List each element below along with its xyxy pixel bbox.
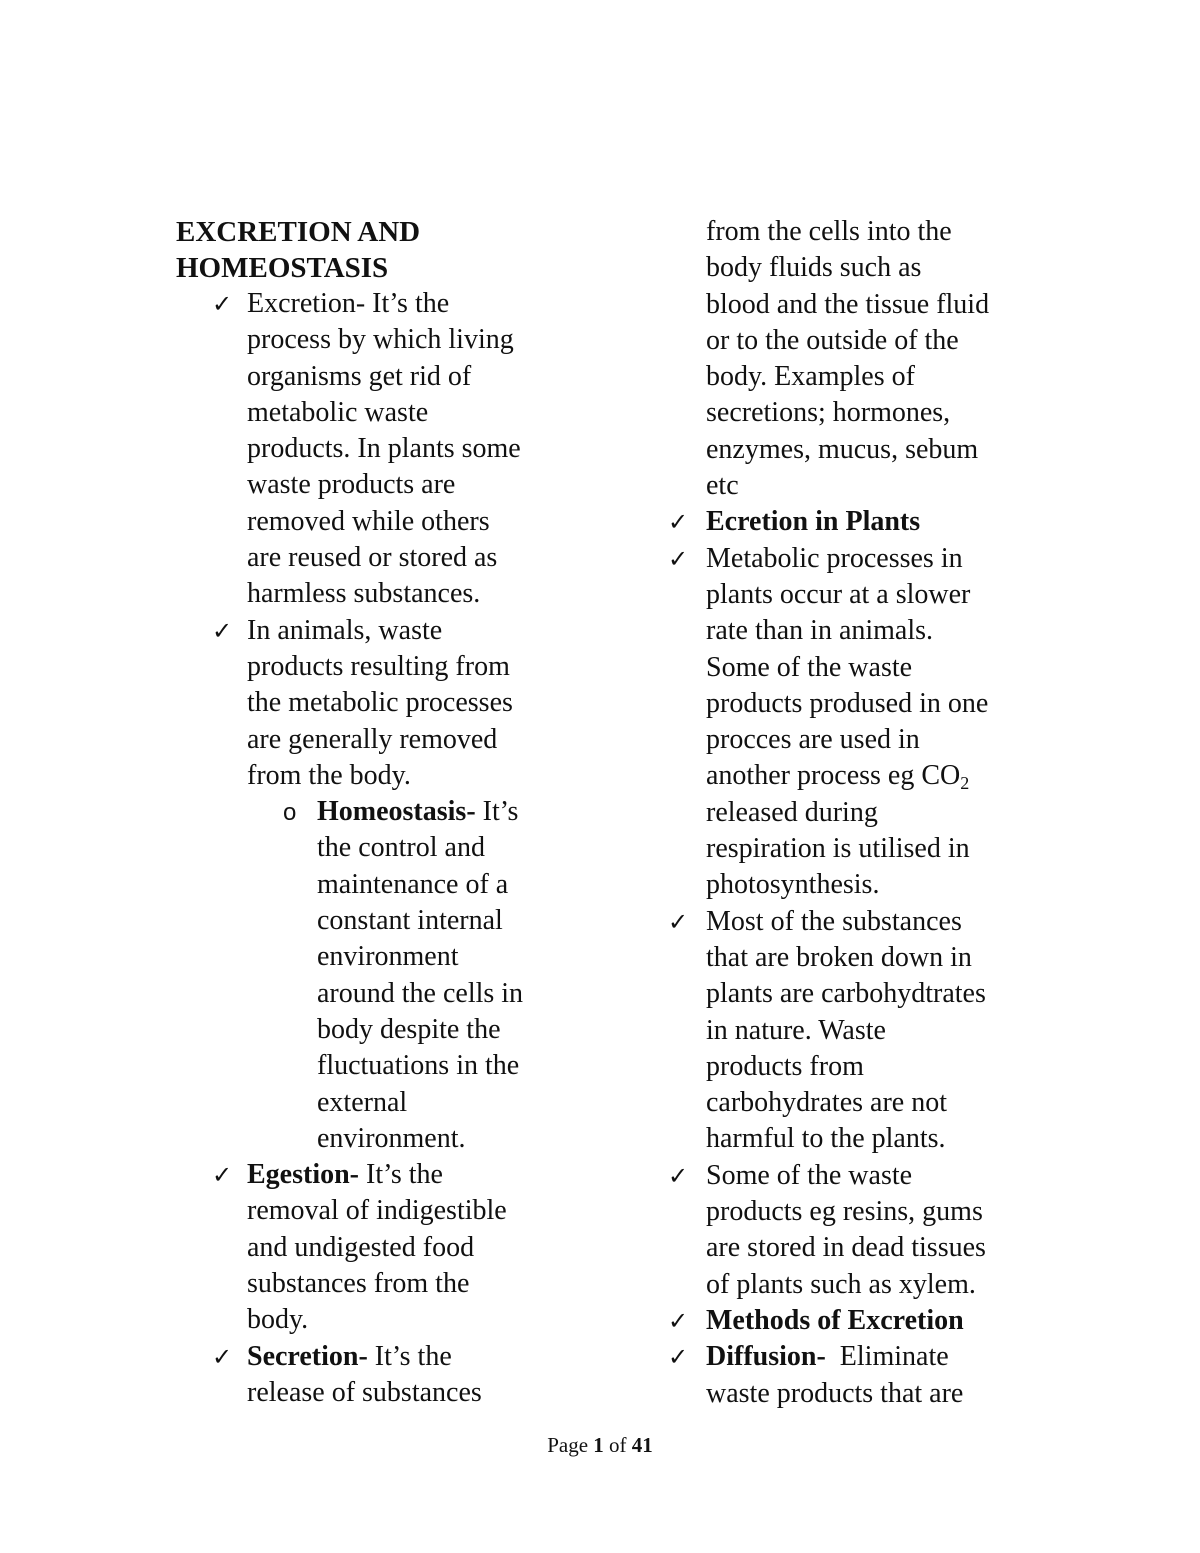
- doc-title-line-2: HOMEOSTASIS: [176, 252, 389, 284]
- item-line: plants occur at a slower: [706, 578, 971, 610]
- term-egestion: Egestion-: [247, 1159, 359, 1191]
- co2-subscript: 2: [960, 773, 970, 794]
- item-lead: [317, 794, 596, 830]
- item-lead: [247, 1339, 596, 1375]
- item-line: release of substances: [247, 1376, 482, 1408]
- checkmark-icon: ✓: [212, 290, 233, 318]
- item-line: maintenance of a: [317, 868, 509, 900]
- list-item-resins: [666, 1158, 1046, 1303]
- item-line: harmless substances.: [247, 578, 481, 610]
- item-lead: Metabolic processes in: [706, 542, 963, 574]
- list-item-substances: [666, 904, 1046, 1158]
- item-line: organisms get rid of: [247, 360, 472, 392]
- total-pages: 41: [631, 1433, 653, 1457]
- item-line: body despite the: [317, 1013, 501, 1045]
- doc-title-line-1: EXCRETION AND: [176, 216, 421, 248]
- item-line: plants are carbohydtrates: [706, 978, 986, 1010]
- list-item-egestion: [176, 1157, 596, 1338]
- item-line: from the body.: [247, 759, 411, 791]
- item-line: waste products that are: [706, 1377, 964, 1409]
- item-line: photosynthesis.: [706, 869, 880, 901]
- term-homeostasis: Homeostasis-: [317, 796, 476, 828]
- list-item-excretion: [176, 286, 596, 613]
- list-item-plants-heading: [666, 504, 1046, 540]
- checkmark-icon: ✓: [212, 1342, 233, 1371]
- item-line: Some of the waste: [706, 651, 913, 683]
- section-heading-methods: Methods of Excretion: [706, 1304, 964, 1336]
- checkmark-icon: ✓: [212, 616, 233, 645]
- item-line: and undigested food: [247, 1231, 475, 1263]
- item-line: from the cells into the: [706, 216, 952, 247]
- item-line: rate than in animals.: [706, 615, 934, 647]
- checkmark-icon: ✓: [668, 508, 689, 537]
- item-line: in nature. Waste: [706, 1014, 886, 1046]
- item-line-co2: [706, 758, 1046, 794]
- item-line: the control and: [317, 832, 485, 864]
- item-lead: Most of the substances: [706, 905, 962, 937]
- item-line: that are broken down in: [706, 941, 972, 973]
- item-line: products. In plants some: [247, 433, 521, 465]
- footer-of-word: of: [603, 1433, 632, 1457]
- term-secretion: Secretion-: [247, 1340, 368, 1372]
- item-line: removal of indigestible: [247, 1195, 507, 1227]
- list-item-methods-heading: [666, 1303, 1046, 1339]
- checkmark-icon: ✓: [668, 1161, 689, 1190]
- item-line: of plants such as xylem.: [706, 1268, 976, 1300]
- item-line: blood and the tissue fluid: [706, 288, 990, 320]
- item-lead-text: It’s: [475, 796, 519, 828]
- section-heading-plants: Ecretion in Plants: [706, 506, 921, 538]
- item-line: released during: [706, 796, 878, 828]
- item-line: constant internal: [317, 905, 503, 937]
- item-line: body. Examples of: [706, 361, 915, 393]
- item-line: respiration is utilised in: [706, 833, 970, 865]
- item-lead: In animals, waste: [247, 614, 443, 646]
- checkmark-icon: ✓: [212, 1161, 233, 1190]
- item-line: procces are used in: [706, 724, 920, 756]
- item-line: the metabolic processes: [247, 687, 513, 719]
- item-line: secretions; hormones,: [706, 397, 951, 429]
- checkmark-icon: ✓: [668, 1306, 689, 1335]
- left-column: [176, 214, 596, 1411]
- item-lead-text: Eliminate: [825, 1341, 949, 1373]
- item-line: products eg resins, gums: [706, 1196, 983, 1228]
- circle-bullet-icon: o: [283, 799, 297, 827]
- item-line: products from: [706, 1050, 864, 1082]
- list-item-metabolic: [666, 541, 1046, 904]
- item-line: products prodused in one: [706, 687, 989, 719]
- item-line: metabolic waste: [247, 396, 429, 428]
- item-line: are reused or stored as: [247, 542, 498, 574]
- sub-item-homeostasis: [176, 794, 596, 1157]
- item-line: environment: [317, 941, 459, 973]
- item-line: carbohydrates are not: [706, 1087, 947, 1119]
- item-line: fluctuations in the: [317, 1050, 520, 1082]
- page-footer: [0, 1432, 1200, 1458]
- item-lead: [706, 1339, 1046, 1375]
- item-line: are generally removed: [247, 723, 498, 755]
- item-line: or to the outside of the: [706, 324, 959, 356]
- item-line: substances from the: [247, 1268, 470, 1300]
- item-line: etc: [706, 470, 739, 502]
- secretion-continued: [666, 214, 1046, 504]
- term-diffusion: Diffusion-: [706, 1341, 826, 1373]
- list-item-secretion: [176, 1339, 596, 1412]
- item-lead: [247, 1157, 596, 1193]
- item-line: process by which living: [247, 324, 514, 356]
- item-line: removed while others: [247, 505, 490, 537]
- item-line: are stored in dead tissues: [706, 1232, 986, 1264]
- item-line: products resulting from: [247, 650, 510, 682]
- footer-page-word: Page: [547, 1433, 594, 1457]
- item-lead-text: It’s the: [359, 1159, 443, 1191]
- item-line: waste products are: [247, 469, 456, 501]
- item-line: external: [317, 1086, 408, 1118]
- item-lead: Excretion- It’s the: [247, 288, 450, 319]
- list-item-diffusion: [666, 1339, 1046, 1412]
- item-lead: Some of the waste: [706, 1159, 913, 1191]
- item-lead-text: It’s the: [367, 1340, 452, 1372]
- current-page-number: 1: [593, 1433, 604, 1457]
- list-item-animals: [176, 613, 596, 794]
- item-line: harmful to the plants.: [706, 1123, 946, 1155]
- right-column: [666, 214, 1046, 1412]
- item-line: around the cells in: [317, 977, 524, 1009]
- item-line: enzymes, mucus, sebum: [706, 433, 979, 465]
- item-line: body.: [247, 1304, 309, 1336]
- co2-text: another process eg CO: [706, 760, 961, 792]
- item-line: body fluids such as: [706, 252, 922, 284]
- checkmark-icon: ✓: [668, 544, 689, 573]
- checkmark-icon: ✓: [668, 907, 689, 936]
- checkmark-icon: ✓: [668, 1343, 689, 1372]
- item-line: environment.: [317, 1122, 466, 1154]
